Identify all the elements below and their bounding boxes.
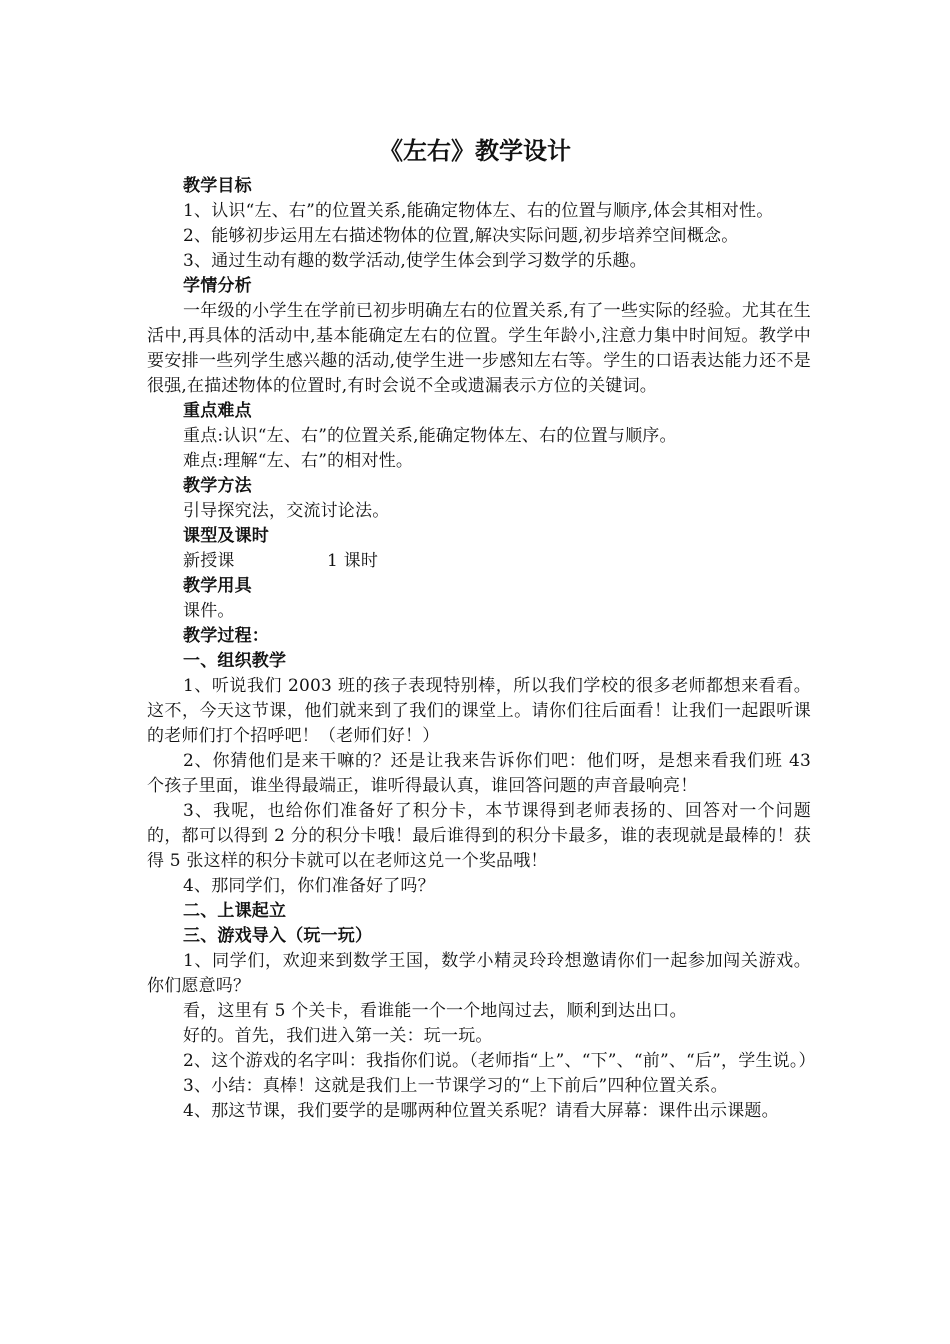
section-paragraph: 1、同学们，欢迎来到数学王国，数学小精灵玲玲想邀请你们一起参加闯关游戏。你们愿意吗？ <box>147 951 811 996</box>
lesson-type: 新授课 <box>183 551 235 571</box>
section-paragraph: 2、你猜他们是来干嘛的？还是让我来告诉你们吧：他们呀，是想来看我们班 43 个孩子里面，谁坐得最端正，谁听得最认真，谁回答问题的声音最响亮！ <box>147 751 811 796</box>
process-heading: 教学过程： <box>183 626 269 646</box>
goal-item: 1、认识“左、右”的位置关系,能确定物体左、右的位置与顺序,体会其相对性。 <box>183 201 774 221</box>
difficulty-point: 难点:理解“左、右”的相对性。 <box>183 451 414 471</box>
section-paragraph: 3、小结：真棒！这就是我们上一节课学习的“上下前后”四种位置关系。 <box>183 1076 728 1096</box>
section-paragraph: 看，这里有 5 个关卡，看谁能一个一个地闯过去，顺利到达出口。 <box>183 1001 687 1021</box>
goal-item: 3、通过生动有趣的数学活动,使学生体会到学习数学的乐趣。 <box>183 251 647 271</box>
section-paragraph: 好的。首先，我们进入第一关：玩一玩。 <box>183 1026 493 1046</box>
analysis-text: 一年级的小学生在学前已初步明确左右的位置关系,有了一些实际的经验。尤其在生活中,再具体的活动中,基本能确定左右的位置。学生年龄小,注意力集中时间短。教学中要安排一些列学生感兴趣的活动,使学生进一步感知左右等。学生的口语表达能力还不是很强,在描述物体的位置时,有时会说不全或遗漏表示方位的关键词。 <box>147 301 811 396</box>
key-points-heading: 重点难点 <box>183 401 252 421</box>
section-paragraph: 4、那这节课，我们要学的是哪两种位置关系呢？请看大屏幕：课件出示课题。 <box>183 1101 779 1121</box>
section-paragraph: 3、我呢，也给你们准备好了积分卡，本节课得到老师表扬的、回答对一个问题的，都可以得到 2 分的积分卡哦！最后谁得到的积分卡最多，谁的表现就是最棒的！获得 5 张这样的积分卡就可以在老师这兑一个奖品哦！ <box>147 801 811 871</box>
tools-heading: 教学用具 <box>183 576 252 596</box>
goal-item: 2、能够初步运用左右描述物体的位置,解决实际问题,初步培养空间概念。 <box>183 226 739 246</box>
key-point: 重点:认识“左、右”的位置关系,能确定物体左、右的位置与顺序。 <box>183 426 677 446</box>
method-heading: 教学方法 <box>183 476 252 496</box>
section-heading: 二、上课起立 <box>183 901 287 921</box>
method-text: 引导探究法，交流讨论法。 <box>183 501 390 521</box>
section-heading: 三、游戏导入（玩一玩） <box>183 926 373 946</box>
lesson-type-heading: 课型及课时 <box>183 526 269 546</box>
goals-heading: 教学目标 <box>183 176 252 196</box>
section-paragraph: 2、这个游戏的名字叫：我指你们说。（老师指“上”、“下”、“前”、“后”，学生说。） <box>183 1051 816 1071</box>
tools-text: 课件。 <box>183 601 235 621</box>
document-body <box>147 174 816 1124</box>
lesson-hours: 1 课时 <box>327 551 379 571</box>
lesson-type-line <box>147 549 811 574</box>
document-title: 《左右》教学设计 <box>379 137 571 165</box>
analysis-heading: 学情分析 <box>183 276 252 296</box>
section-heading: 一、组织教学 <box>183 651 287 671</box>
section-paragraph: 4、那同学们，你们准备好了吗？ <box>183 876 435 896</box>
section-paragraph: 1、听说我们 2003 班的孩子表现特别棒，所以我们学校的很多老师都想来看看。这不，今天这节课，他们就来到了我们的课堂上。请你们往后面看！让我们一起跟听课的老师们打个招呼吧！（老师们好！） <box>147 676 811 746</box>
